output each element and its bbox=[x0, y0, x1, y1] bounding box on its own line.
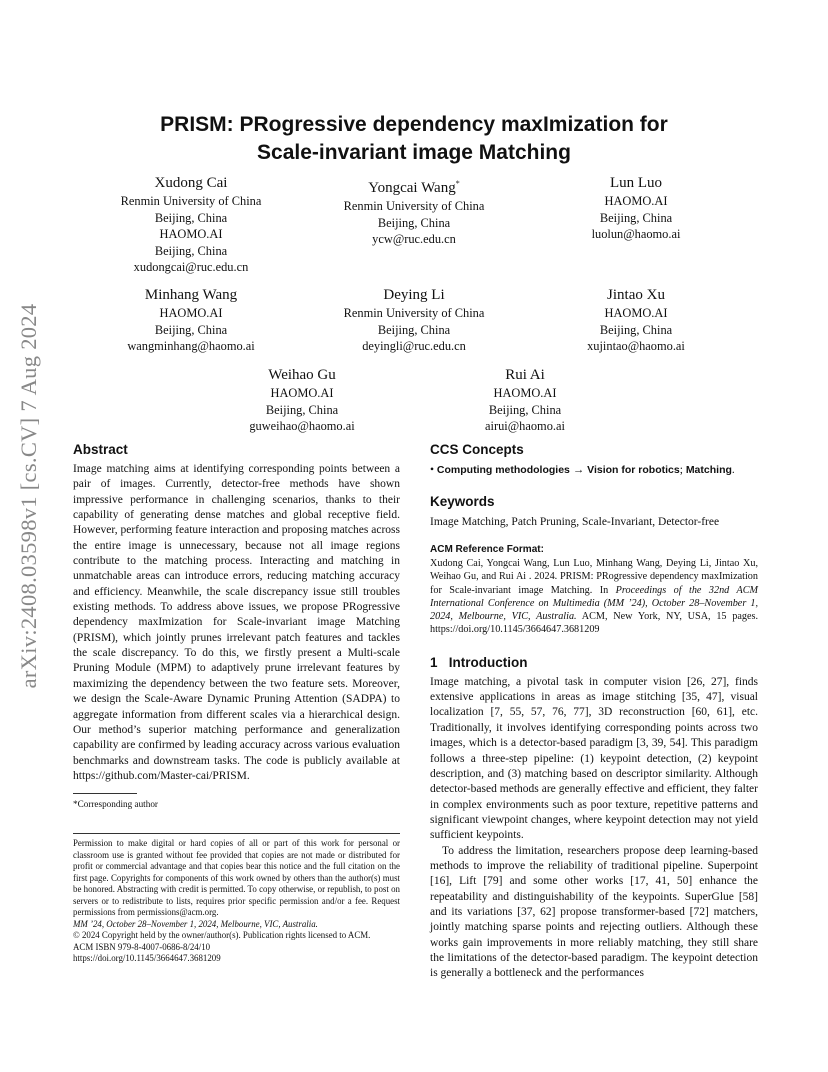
abstract-text: Image matching aims at identifying corresponding points between a pair of images. Currently, detector-free methods have shown impressive performance in challenging scenarios, thanks to their capability of generating dense matches and global receptive field. However, performing feature interaction and proposing matches across the entire image is unnecessary, because not all image regions contribute to the matching process. Interacting and matching in unmatchable areas can introduce errors, reducing matching accuracy and efficiency. Meanwhile, the scale discrepancy issue still troubles existing methods. To address above issues, we propose PRogressive dependency maxImization for Scale-invariant image Matching (PRISM), which jointly prunes irrelevant patch features and tackles the scale discrepancy. To do this, we firstly present a Multi-scale Pruning Module (MPM) to adaptively prune irrelevant features by maximizing the dependency between the two feature sets. Moreover, we design the Scale-Aware Dynamic Pruning Attention (SADPA) to aggregate information from different scales via a hierarchical design. Our method’s superior matching performance and generalization capability are confirmed by leading accuracy across various evaluation benchmarks and downstream tasks. The code is publicly available at https://github.com/Master-cai/PRISM. bbox=[73, 463, 400, 782]
introduction-paragraph: Image matching, a pivotal task in computer vision [26, 27], finds extensive applications in areas as image stitching [35, 47], visual localization [7, 55, 57, 76, 77], 3D reconstruction [60, 61], etc. Traditionally, it involves identifying corresponding points across two images, which is a detector-based paradigm [3, 39, 54]. This paradigm follows a three-step pipeline: (1) keypoint detection, (2) keypoint description, and (3) matching based on descriptor similarity. Although detector-based methods are generally effective and efficient, they falter in complex environments such as poor texture, repetitive patterns and significant viewpoint changes, where keypoint detection may not yield sufficient keypoints. bbox=[430, 675, 758, 842]
right-column bbox=[430, 442, 758, 982]
corresponding-author-mark: * bbox=[455, 179, 460, 188]
permission-block bbox=[73, 838, 400, 965]
author-affiliation: HAOMO.AI bbox=[493, 386, 557, 400]
author-email: luolun@haomo.ai bbox=[591, 227, 681, 242]
author-location: Beijing, China bbox=[265, 402, 339, 417]
author-email: ycw@ruc.edu.cn bbox=[372, 232, 456, 247]
ccs-concepts: • Computing methodologies → Vision for robotics; Matching. bbox=[430, 464, 735, 476]
arxiv-identifier: arXiv:2408.03598v1 [cs.CV] 7 Aug 2024 bbox=[16, 303, 41, 689]
author-affiliation: HAOMO.AI bbox=[159, 227, 223, 242]
author-affiliation: HAOMO.AI bbox=[270, 386, 334, 400]
isbn-line: ACM ISBN 979-8-4007-0686-8/24/10 bbox=[73, 941, 211, 952]
author-name: Xudong Cai bbox=[154, 175, 228, 191]
author-block bbox=[420, 366, 630, 435]
corresponding-author-footnote: *Corresponding author bbox=[73, 799, 158, 809]
copyright-line: © 2024 Copyright held by the owner/author(s). Publication rights licensed to ACM. bbox=[73, 930, 371, 940]
abstract-heading: Abstract bbox=[73, 442, 128, 457]
author-email: xujintao@haomo.ai bbox=[587, 339, 685, 354]
author-email: xudongcai@ruc.edu.cn bbox=[133, 260, 249, 275]
title-line-2: Scale-invariant image Matching bbox=[257, 141, 571, 164]
author-block bbox=[531, 286, 741, 355]
author-block bbox=[86, 174, 296, 276]
author-location: Beijing, China bbox=[599, 210, 673, 225]
permission-text: Permission to make digital or hard copies of all or part of this work for personal or classroom use is granted without fee provided that copies are not made or distributed for profit or commercial advantage and that copies bear this notice and the full citation on the first page. Copyrights for components of this work owned by others than the author(s) must be honored. Abstracting with credit is permitted. To copy otherwise, or republish, to post on servers or to redistribute to lists, requires prior specific permission and/or a fee. Request permissions from permissions@acm.org. bbox=[73, 838, 400, 917]
paper-title bbox=[0, 111, 828, 167]
author-block bbox=[197, 366, 407, 435]
author-location: Beijing, China bbox=[377, 215, 451, 230]
author-name: Deying Li bbox=[383, 287, 445, 303]
author-affiliation: HAOMO.AI bbox=[604, 306, 668, 320]
author-location: Beijing, China bbox=[377, 322, 451, 337]
author-email: guweihao@haomo.ai bbox=[249, 419, 355, 434]
author-location: Beijing, China bbox=[599, 322, 673, 337]
permission-rule bbox=[73, 833, 400, 834]
author-block bbox=[309, 174, 519, 248]
doi-line: https://doi.org/10.1145/3664647.3681209 bbox=[73, 953, 221, 963]
keywords-text: Image Matching, Patch Pruning, Scale-Invariant, Detector-free bbox=[430, 516, 720, 528]
title-line-1: PRISM: PRogressive dependency maxImization for bbox=[160, 113, 668, 136]
author-affiliation: Renmin University of China bbox=[343, 306, 485, 320]
author-name: Rui Ai bbox=[505, 367, 545, 383]
footnote-rule bbox=[73, 793, 137, 794]
author-affiliation: Renmin University of China bbox=[343, 199, 485, 213]
author-name: Weihao Gu bbox=[268, 367, 336, 383]
author-name: Minhang Wang bbox=[144, 287, 238, 303]
reference-format-text: Xudong Cai, Yongcai Wang, Lun Luo, Minhang Wang, Deying Li, Jintao Xu, Weihao Gu, and Rui Ai . 2024. PRISM: PRogressive dependency maxImization for Scale-invariant image Matching. In Proceedings of the 32nd ACM International Conference on Multimedia (MM ’24), October 28–November 1, 2024, Melbourne, VIC, Australia. ACM, New York, NY, USA, 15 pages. https://doi.org/10.1145/3664647.3681209 bbox=[430, 558, 759, 636]
author-affiliation: HAOMO.AI bbox=[604, 194, 668, 208]
introduction-heading: 1 Introduction bbox=[430, 654, 528, 670]
author-name: Yongcai Wang* bbox=[368, 179, 460, 196]
left-column bbox=[73, 442, 400, 784]
keywords-heading: Keywords bbox=[430, 494, 495, 509]
author-email: deyingli@ruc.edu.cn bbox=[362, 339, 466, 354]
author-location: Beijing, China bbox=[154, 322, 228, 337]
author-email: airui@haomo.ai bbox=[485, 419, 565, 434]
introduction-paragraph: To address the limitation, researchers propose deep learning-based methods to improve the reliability of traditional pipeline. Superpoint [16], Lift [79] and some other works [17, 41, 50] enhance the repeatability and distinguishability of the keypoints. SuperGlue [58] and its variations [37, 62] propose transformer-based [72] matchers, jointly matching sparse points and rejecting outliers. Although these works gain improvements in more reliably matching, they still share the limitations of the detector-based paradigm. The keypoint detection is generally a bottleneck and the performances bbox=[430, 844, 758, 980]
reference-format-heading: ACM Reference Format: bbox=[430, 544, 544, 555]
author-name: Lun Luo bbox=[609, 175, 663, 191]
venue-line: MM ’24, October 28–November 1, 2024, Melbourne, VIC, Australia. bbox=[73, 918, 318, 929]
author-name: Jintao Xu bbox=[607, 287, 665, 303]
author-affiliation: Renmin University of China bbox=[120, 194, 262, 208]
author-block bbox=[309, 286, 519, 355]
author-block bbox=[86, 286, 296, 355]
author-location: Beijing, China bbox=[154, 243, 228, 258]
ccs-heading: CCS Concepts bbox=[430, 442, 524, 457]
author-affiliation: HAOMO.AI bbox=[159, 306, 223, 320]
author-block bbox=[531, 174, 741, 243]
author-email: wangminhang@haomo.ai bbox=[127, 339, 255, 354]
author-location: Beijing, China bbox=[154, 210, 228, 225]
author-location: Beijing, China bbox=[488, 402, 562, 417]
